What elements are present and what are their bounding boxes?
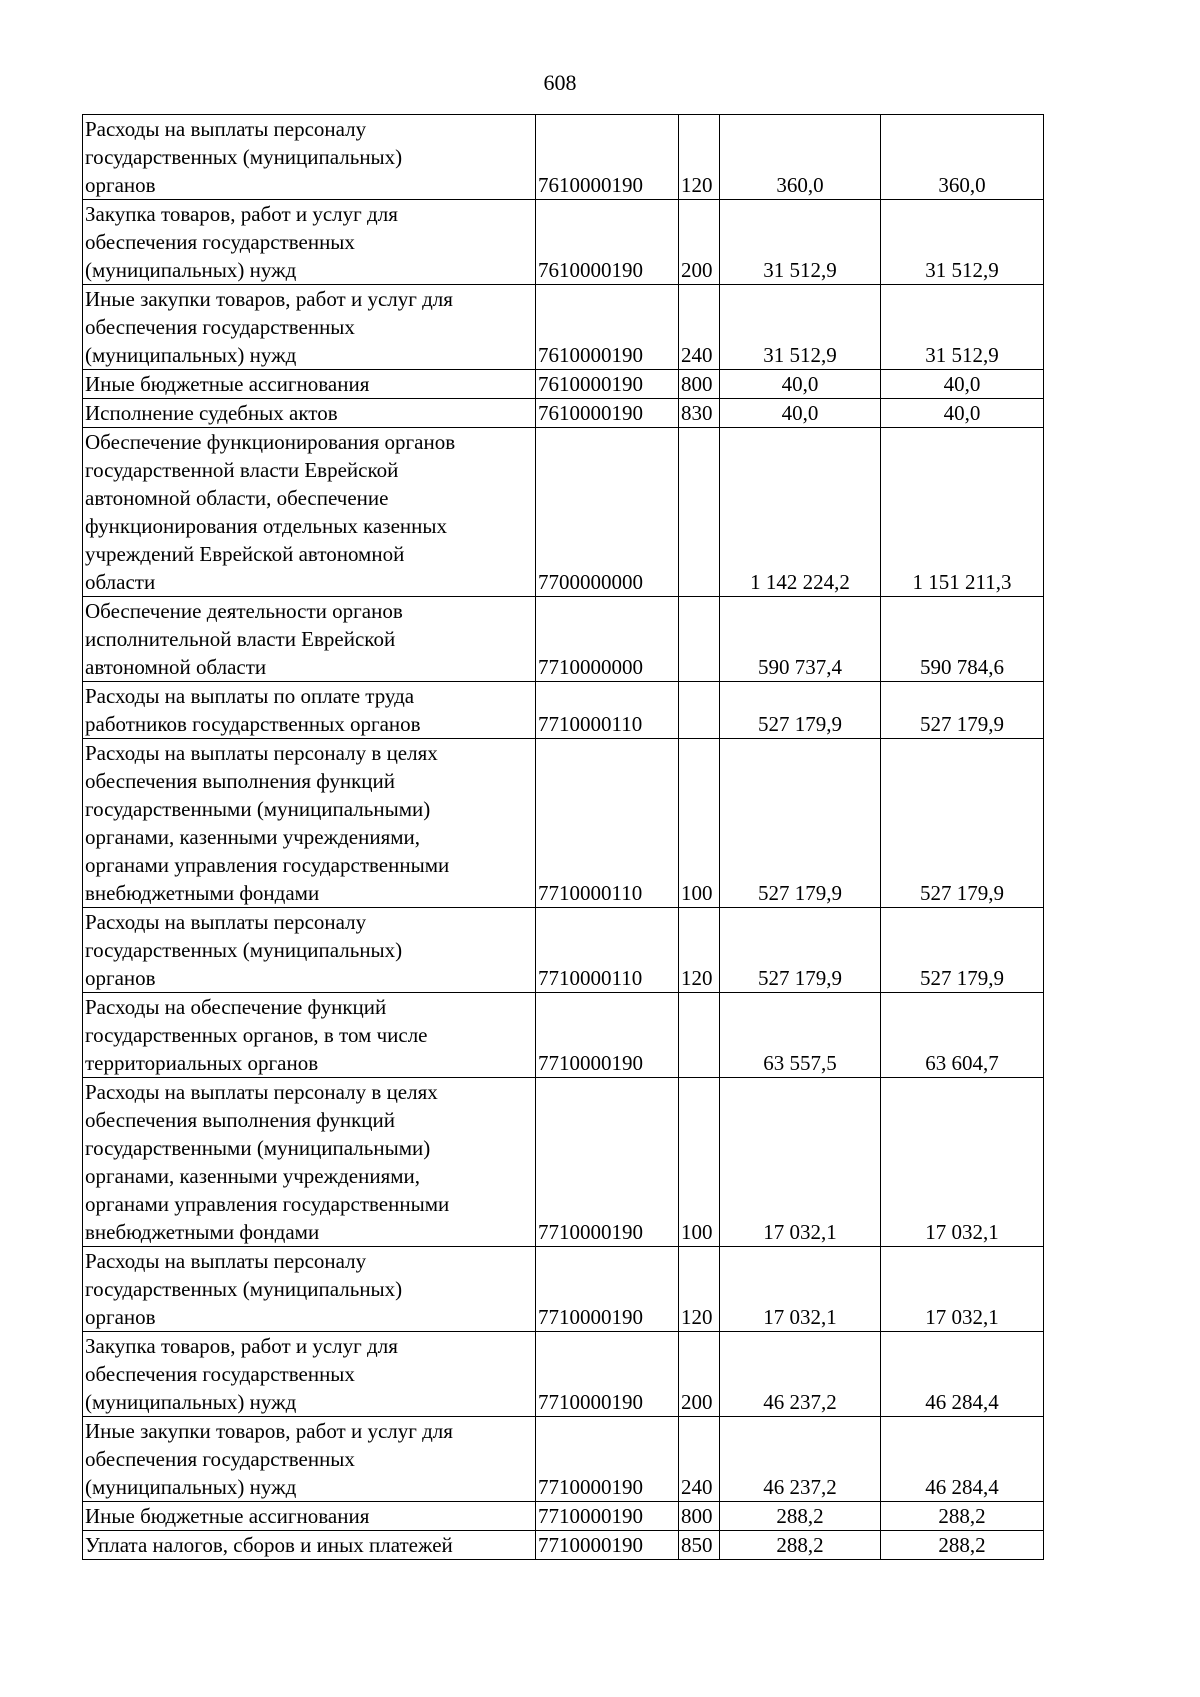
target-code-cell: 7710000190 (536, 1078, 679, 1247)
table-row (83, 682, 1044, 739)
expense-type-cell: 800 (679, 370, 720, 399)
expense-name-cell: Обеспечение функционирования органов государственной власти Еврейской автономной области, обеспечение функционирования отдельных казенных учреждений Еврейской автономной области (83, 428, 536, 597)
amount-year1-cell: 40,0 (720, 370, 881, 399)
expense-name-cell: Закупка товаров, работ и услуг для обеспечения государственных (муниципальных) нужд (83, 1332, 536, 1417)
page-number: 608 (543, 70, 577, 95)
amount-year1-cell: 46 237,2 (720, 1332, 881, 1417)
expense-name-cell: Расходы на выплаты по оплате труда работников государственных органов (83, 682, 536, 739)
table-row (83, 739, 1044, 908)
target-code-cell: 7710000110 (536, 908, 679, 993)
expense-type-cell: 100 (679, 739, 720, 908)
expense-name-cell: Иные закупки товаров, работ и услуг для обеспечения государственных (муниципальных) нужд (83, 285, 536, 370)
expense-name-cell: Иные закупки товаров, работ и услуг для обеспечения государственных (муниципальных) нужд (83, 1417, 536, 1502)
target-code-cell: 7610000190 (536, 399, 679, 428)
table-row (83, 993, 1044, 1078)
expense-name-cell: Исполнение судебных актов (83, 399, 536, 428)
amount-year2-cell: 63 604,7 (881, 993, 1044, 1078)
expense-name-cell: Иные бюджетные ассигнования (83, 370, 536, 399)
target-code-cell: 7710000190 (536, 1417, 679, 1502)
amount-year2-cell: 40,0 (881, 370, 1044, 399)
expense-type-cell: 120 (679, 908, 720, 993)
amount-year2-cell: 40,0 (881, 399, 1044, 428)
amount-year1-cell: 40,0 (720, 399, 881, 428)
table-row (83, 1417, 1044, 1502)
target-code-cell: 7610000190 (536, 285, 679, 370)
amount-year1-cell: 527 179,9 (720, 908, 881, 993)
expense-type-cell: 830 (679, 399, 720, 428)
amount-year2-cell: 17 032,1 (881, 1247, 1044, 1332)
amount-year2-cell: 527 179,9 (881, 739, 1044, 908)
table-row (83, 1332, 1044, 1417)
expense-type-cell (679, 597, 720, 682)
amount-year2-cell: 46 284,4 (881, 1332, 1044, 1417)
table-row (83, 1502, 1044, 1531)
expense-type-cell (679, 428, 720, 597)
target-code-cell: 7700000000 (536, 428, 679, 597)
amount-year1-cell: 288,2 (720, 1531, 881, 1560)
amount-year2-cell: 288,2 (881, 1531, 1044, 1560)
amount-year1-cell: 527 179,9 (720, 739, 881, 908)
expense-type-cell: 240 (679, 285, 720, 370)
table-row (83, 115, 1044, 200)
amount-year1-cell: 360,0 (720, 115, 881, 200)
budget-table-body (83, 115, 1044, 1560)
amount-year1-cell: 590 737,4 (720, 597, 881, 682)
table-row (83, 1078, 1044, 1247)
expense-type-cell: 850 (679, 1531, 720, 1560)
amount-year2-cell: 31 512,9 (881, 200, 1044, 285)
table-row (83, 399, 1044, 428)
target-code-cell: 7710000190 (536, 1332, 679, 1417)
expense-name-cell: Расходы на выплаты персоналу государственных (муниципальных) органов (83, 115, 536, 200)
amount-year2-cell: 590 784,6 (881, 597, 1044, 682)
table-row (83, 200, 1044, 285)
table-row (83, 1531, 1044, 1560)
amount-year1-cell: 17 032,1 (720, 1247, 881, 1332)
amount-year2-cell: 31 512,9 (881, 285, 1044, 370)
target-code-cell: 7710000000 (536, 597, 679, 682)
amount-year2-cell: 1 151 211,3 (881, 428, 1044, 597)
target-code-cell: 7610000190 (536, 370, 679, 399)
target-code-cell: 7710000190 (536, 1247, 679, 1332)
table-row (83, 1247, 1044, 1332)
amount-year2-cell: 17 032,1 (881, 1078, 1044, 1247)
expense-type-cell: 200 (679, 1332, 720, 1417)
expense-name-cell: Расходы на выплаты персоналу государственных (муниципальных) органов (83, 908, 536, 993)
amount-year1-cell: 31 512,9 (720, 285, 881, 370)
expense-name-cell: Расходы на выплаты персоналу государственных (муниципальных) органов (83, 1247, 536, 1332)
target-code-cell: 7710000110 (536, 682, 679, 739)
target-code-cell: 7710000190 (536, 1502, 679, 1531)
amount-year2-cell: 288,2 (881, 1502, 1044, 1531)
expense-type-cell: 120 (679, 1247, 720, 1332)
amount-year2-cell: 527 179,9 (881, 682, 1044, 739)
target-code-cell: 7710000110 (536, 739, 679, 908)
expense-type-cell: 120 (679, 115, 720, 200)
expense-name-cell: Расходы на обеспечение функций государственных органов, в том числе территориальных органов (83, 993, 536, 1078)
table-row (83, 908, 1044, 993)
expense-type-cell: 800 (679, 1502, 720, 1531)
expense-name-cell: Расходы на выплаты персоналу в целях обеспечения выполнения функций государственными (муниципальными) органами, казенными учреждениями, органами управления государственными внебюджетными фондами (83, 739, 536, 908)
expense-name-cell: Расходы на выплаты персоналу в целях обеспечения выполнения функций государственными (муниципальными) органами, казенными учреждениями, органами управления государственными внебюджетными фондами (83, 1078, 536, 1247)
expense-type-cell (679, 682, 720, 739)
expense-name-cell: Закупка товаров, работ и услуг для обеспечения государственных (муниципальных) нужд (83, 200, 536, 285)
amount-year1-cell: 527 179,9 (720, 682, 881, 739)
amount-year1-cell: 31 512,9 (720, 200, 881, 285)
expense-type-cell: 100 (679, 1078, 720, 1247)
expense-name-cell: Уплата налогов, сборов и иных платежей (83, 1531, 536, 1560)
table-row (83, 285, 1044, 370)
amount-year2-cell: 46 284,4 (881, 1417, 1044, 1502)
expense-name-cell: Обеспечение деятельности органов исполнительной власти Еврейской автономной области (83, 597, 536, 682)
amount-year1-cell: 17 032,1 (720, 1078, 881, 1247)
target-code-cell: 7710000190 (536, 1531, 679, 1560)
expense-type-cell: 240 (679, 1417, 720, 1502)
table-row (83, 597, 1044, 682)
expense-type-cell (679, 993, 720, 1078)
amount-year2-cell: 527 179,9 (881, 908, 1044, 993)
target-code-cell: 7710000190 (536, 993, 679, 1078)
budget-table (82, 114, 1044, 1560)
amount-year1-cell: 288,2 (720, 1502, 881, 1531)
amount-year1-cell: 46 237,2 (720, 1417, 881, 1502)
amount-year1-cell: 63 557,5 (720, 993, 881, 1078)
table-row (83, 370, 1044, 399)
amount-year1-cell: 1 142 224,2 (720, 428, 881, 597)
target-code-cell: 7610000190 (536, 115, 679, 200)
amount-year2-cell: 360,0 (881, 115, 1044, 200)
expense-name-cell: Иные бюджетные ассигнования (83, 1502, 536, 1531)
expense-type-cell: 200 (679, 200, 720, 285)
table-row (83, 428, 1044, 597)
target-code-cell: 7610000190 (536, 200, 679, 285)
